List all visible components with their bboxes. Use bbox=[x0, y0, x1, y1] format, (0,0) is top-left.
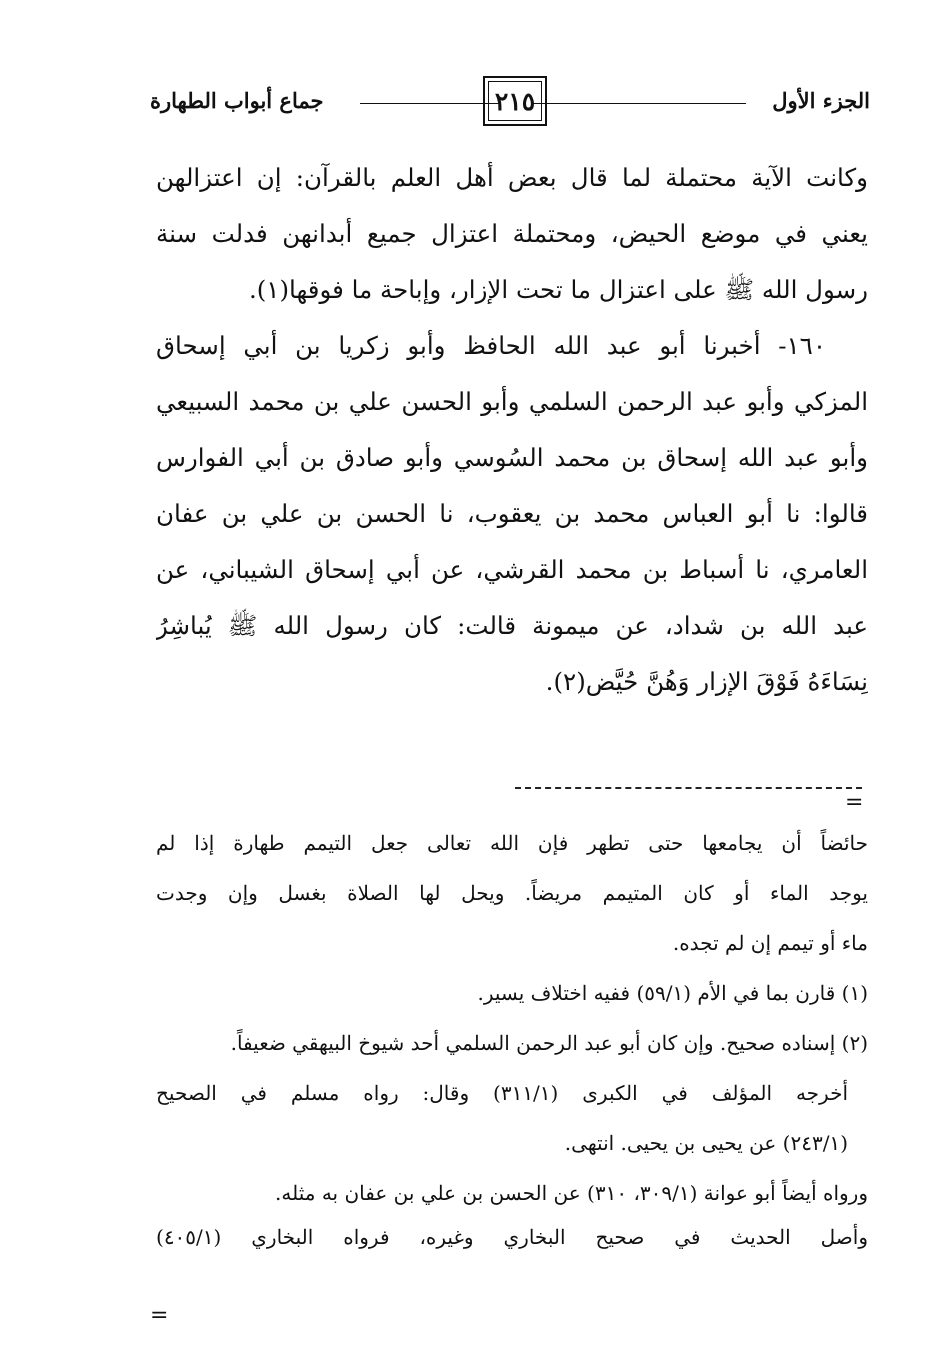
header-rule-right bbox=[532, 103, 746, 104]
text-line: العامري، نا أسباط بن محمد القرشي، عن أبي إسحاق الشيباني، عن bbox=[156, 555, 868, 584]
text-line: يعني في موضع الحيض، ومحتملة اعتزال جميع أبدانهن فدلت سنة bbox=[156, 219, 868, 248]
text-line: رسول الله ﷺ على اعتزال ما تحت الإزار، وإباحة ما فوقها(١). bbox=[248, 275, 868, 304]
page-number: ٢١٥ bbox=[483, 76, 547, 126]
footnote-line: (٢٤٣/١) عن يحيى بن يحيى. انتهى. bbox=[564, 1131, 848, 1155]
footnote-line: وأصل الحديث في صحيح البخاري وغيره، فرواه البخاري (٤٠٥/١) bbox=[156, 1225, 868, 1249]
text-line: عبد الله بن شداد، عن ميمونة قالت: كان رسول الله ﷺ يُباشِرُ bbox=[156, 611, 868, 640]
footnote-line: يوجد الماء أو كان المتيمم مريضاً. ويحل لها الصلاة بغسل وإن وجدت bbox=[156, 881, 868, 905]
footnotes bbox=[156, 818, 868, 1256]
footnote-line: ورواه أيضاً أبو عوانة (٣٠٩/١، ٣١٠) عن الحسن بن علي بن عفان به مثله. bbox=[275, 1181, 868, 1205]
volume-label: الجزء الأول bbox=[772, 88, 870, 113]
text-line: المزكي وأبو عبد الرحمن السلمي وأبو الحسن علي بن محمد السبيعي bbox=[156, 387, 868, 416]
text-line: نِسَاءَهُ فَوْقَ الإزار وَهُنَّ حُيَّض(٢). bbox=[545, 667, 868, 696]
running-header bbox=[150, 70, 870, 130]
continuation-mark-bottom: = bbox=[150, 1303, 169, 1328]
footnote-1: (١) قارن بما في الأم (٥٩/١) ففيه اختلاف يسير. bbox=[477, 981, 868, 1005]
footnote-2: (٢) إسناده صحيح. وإن كان أبو عبد الرحمن السلمي أحد شيوخ البيهقي ضعيفاً. bbox=[230, 1031, 868, 1055]
hadith-number-line: ١٦٠- أخبرنا أبو عبد الله الحافظ وأبو زكريا بن أبي إسحاق bbox=[156, 331, 826, 360]
text-line: وأبو عبد الله إسحاق بن محمد السُوسي وأبو صادق بن أبي الفوارس bbox=[156, 443, 868, 472]
header-rule-left bbox=[360, 103, 500, 104]
section-title: جماع أبواب الطهارة bbox=[150, 88, 324, 113]
continuation-mark-top: = bbox=[845, 790, 864, 815]
footnote-line: أخرجه المؤلف في الكبرى (٣١١/١) وقال: رواه مسلم في الصحيح bbox=[156, 1081, 848, 1105]
main-text bbox=[156, 150, 868, 710]
text-line: قالوا: نا أبو العباس محمد بن يعقوب، نا الحسن بن علي بن عفان bbox=[156, 499, 868, 528]
footnote-separator bbox=[515, 787, 862, 789]
text-line: وكانت الآية محتملة لما قال بعض أهل العلم بالقرآن: إن اعتزالهن bbox=[156, 163, 868, 192]
footnote-line: ماء أو تيمم إن لم تجده. bbox=[672, 931, 868, 955]
footnote-line: حائضاً أن يجامعها حتى تطهر فإن الله تعالى جعل التيمم طهارة إذا لم bbox=[156, 831, 868, 855]
